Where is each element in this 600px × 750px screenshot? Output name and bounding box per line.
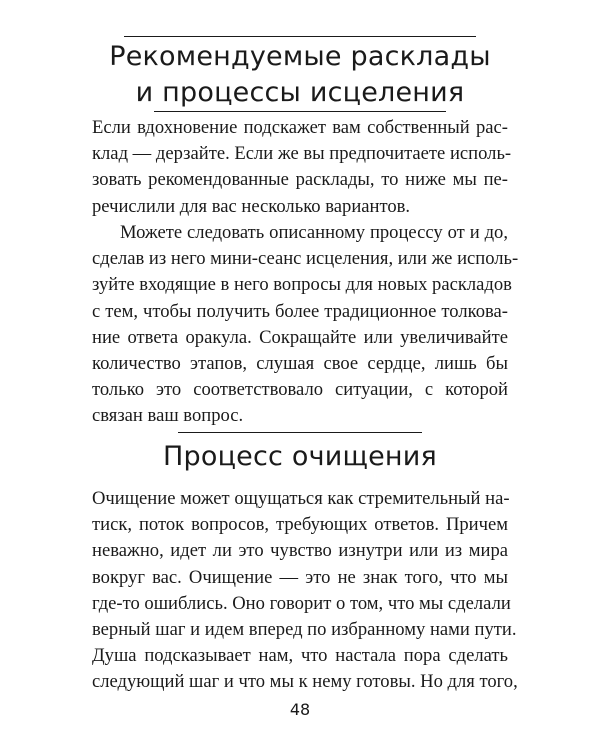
text-line: где-то ошиблись. Оно говорит о том, что мы сделали bbox=[92, 592, 511, 614]
section-heading-cleansing bbox=[90, 432, 510, 477]
text-line: количество этапов, слушая свое сердце, лишь бы bbox=[92, 352, 508, 374]
heading-title bbox=[90, 39, 510, 111]
text-line: верный шаг и идем вперед по избранному нами пути. bbox=[92, 618, 517, 640]
text-line: связан ваш вопрос. bbox=[92, 405, 244, 427]
paragraph-cleansing bbox=[92, 486, 518, 696]
text-line: с тем, чтобы получить более традиционное толкова- bbox=[92, 300, 508, 322]
text-line: ние ответа оракула. Сокращайте или увеличивайте bbox=[92, 326, 508, 348]
heading-rule-bottom bbox=[154, 111, 446, 112]
section-heading-spreads bbox=[90, 36, 510, 112]
text-line: зуйте входящие в него вопросы для новых раскладов bbox=[92, 274, 512, 296]
paragraph-process bbox=[92, 220, 519, 430]
heading-line-1: Рекомендуемые расклады bbox=[109, 41, 491, 72]
text-line: неважно, идет ли это чувство изнутри или из мира bbox=[92, 540, 508, 562]
text-line: Душа подсказывает нам, что настала пора сделать bbox=[92, 645, 508, 667]
heading-line-2: и процессы исцеления bbox=[135, 77, 465, 108]
text-line: вокруг вас. Очищение — это не знак того, что мы bbox=[92, 566, 508, 588]
text-line: сделав из него мини-сеанс исцеления, или же исполь- bbox=[92, 248, 519, 270]
text-line: следующий шаг и что мы к нему готовы. Но для того, bbox=[92, 671, 518, 693]
text-line: только это соответствовало ситуации, с которой bbox=[92, 379, 508, 401]
heading-title: Процесс очищения bbox=[163, 441, 437, 472]
text-line: Очищение может ощущаться как стремительный на- bbox=[92, 488, 510, 509]
text-line: тиск, поток вопросов, требующих ответов. Причем bbox=[92, 514, 508, 536]
text-line: Можете следовать описанному процессу от и до, bbox=[120, 222, 508, 243]
text-line: зовать рекомендованные расклады, то ниже мы пе- bbox=[92, 169, 508, 191]
heading-rule-top bbox=[178, 432, 422, 433]
text-line: Если вдохновение подскажет вам собственный рас- bbox=[92, 117, 508, 138]
text-line: клад — дерзайте. Если же вы предпочитаете исполь- bbox=[92, 143, 512, 165]
paragraph-intro bbox=[92, 115, 512, 220]
heading-rule-top bbox=[124, 36, 476, 37]
page-number: 48 bbox=[289, 700, 311, 719]
text-line: речислили для вас несколько вариантов. bbox=[92, 195, 411, 217]
